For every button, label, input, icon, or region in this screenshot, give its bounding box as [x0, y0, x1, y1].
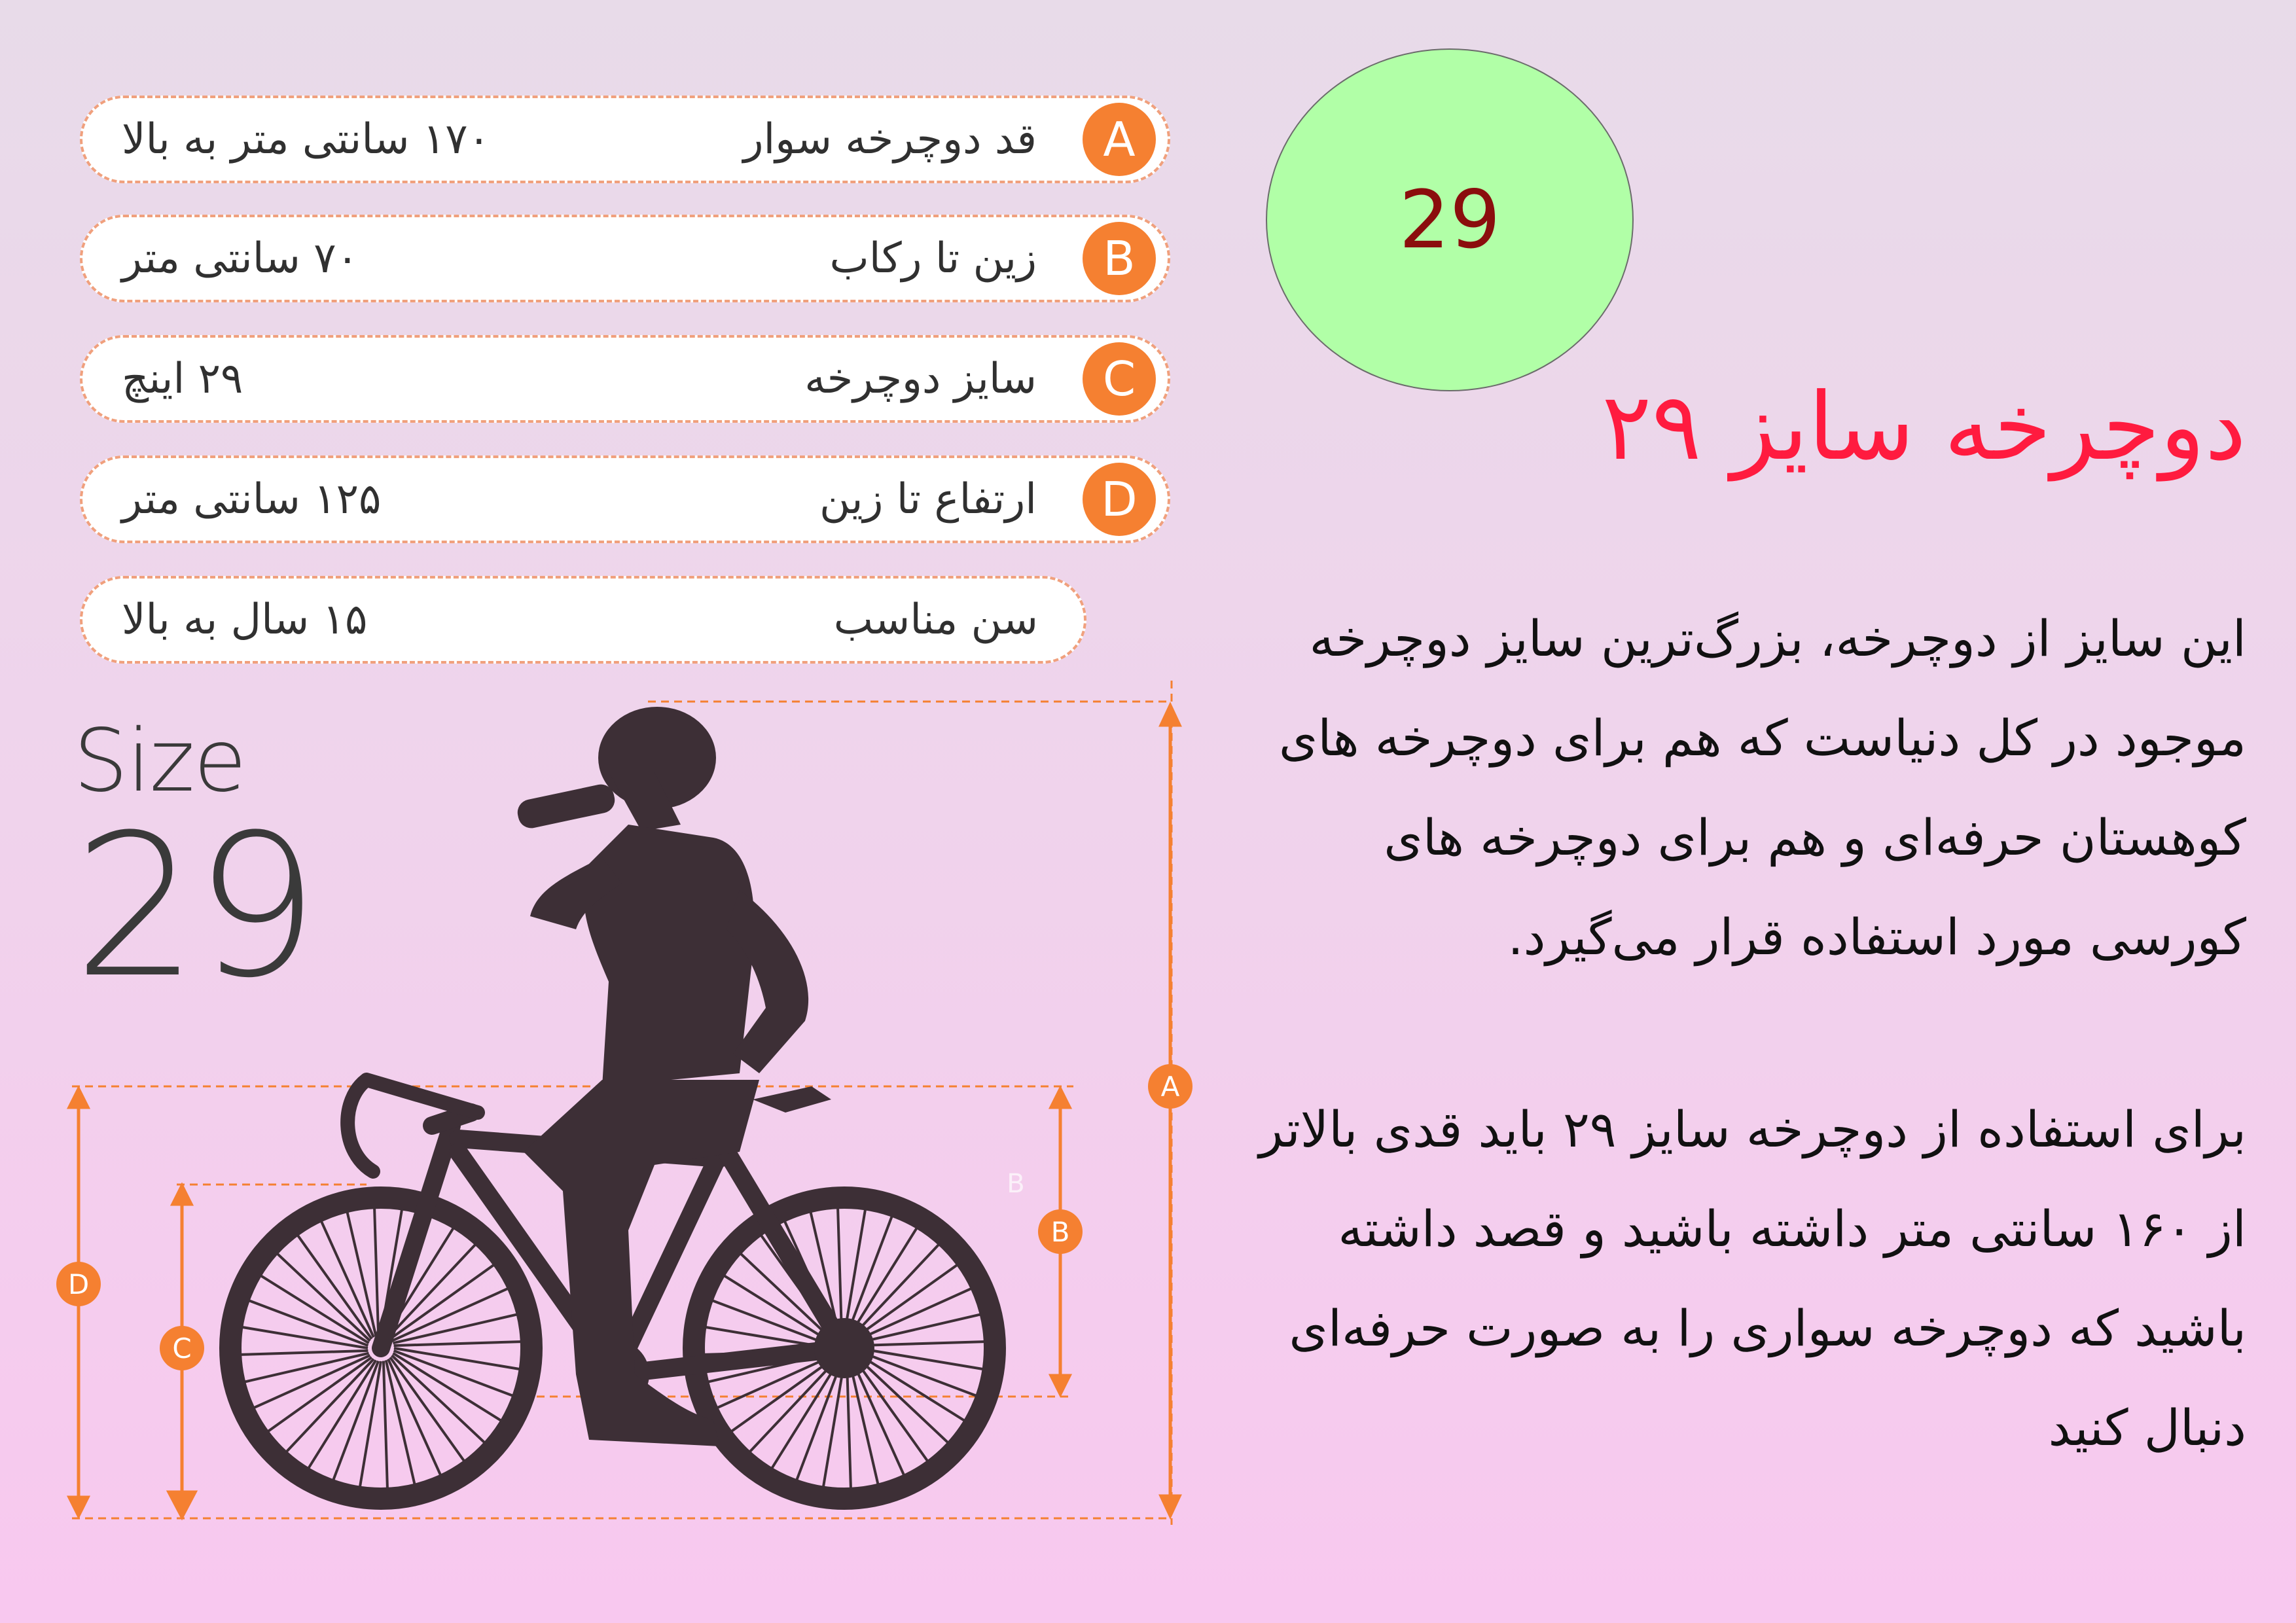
wheel-spoke — [838, 1208, 842, 1335]
page-title: دوچرخه سایز ۲۹ — [1602, 373, 2246, 481]
wheel-spoke — [245, 1353, 368, 1382]
spec-label: قد دوچرخه سوار — [743, 115, 1037, 164]
size-number: 29 — [73, 793, 315, 1021]
marker-d-label: D — [67, 1268, 90, 1300]
spec-value: ۱۷۰ سانتی متر به بالا — [122, 115, 490, 164]
wheel-spoke — [348, 1212, 376, 1336]
torso — [584, 825, 755, 1086]
wheel-spoke — [384, 1361, 387, 1488]
spec-label: سن مناسب — [833, 596, 1038, 644]
chain-stay — [615, 1348, 844, 1374]
description-paragraph-1: این سایز از دوچرخه، بزرگ‌ترین سایز دوچرخه موجود در کل دنیاست که هم برای دوچرخه های کوهستان حرفه‌ای و هم برای دوچرخه های کورسی مورد استفاده قرار می‌گیرد. — [1278, 609, 2246, 966]
spec-label: سایز دوچرخه — [804, 355, 1037, 403]
arrow-b-head-bottom — [1051, 1376, 1069, 1394]
spec-value: ۲۹ اینچ — [122, 355, 243, 403]
marker-a-label: A — [1160, 1071, 1180, 1103]
badge-b: B — [1083, 222, 1156, 295]
spec-label: ارتفاع تا زین — [819, 475, 1037, 524]
wheel-spoke — [856, 1315, 980, 1344]
wheel-spoke — [386, 1360, 415, 1484]
arrow-c-head-top — [173, 1186, 191, 1204]
wheel-spoke — [393, 1315, 516, 1344]
saddle — [753, 1086, 831, 1113]
size-word: Size — [73, 711, 245, 812]
arrow-c-head-bottom — [169, 1492, 195, 1517]
wheel-spoke — [857, 1342, 984, 1346]
marker-b-label: B — [1050, 1216, 1070, 1248]
arrow-a-head-top — [1161, 705, 1179, 725]
spec-value: ۱۵ سال به بالا — [122, 596, 368, 644]
arrow-a-head-bottom — [1161, 1496, 1179, 1516]
fork — [381, 1126, 452, 1348]
description-paragraph-2: برای استفاده از دوچرخه سایز ۲۹ باید قدی بالاتر از ۱۶۰ سانتی متر داشته باشید و قصد داشته باشید که دوچرخه سواری را به صورت حرفه‌ای دنبال کنید — [1259, 1100, 2246, 1457]
arrow-d-head-top — [69, 1089, 88, 1107]
wheel-spoke — [847, 1361, 851, 1488]
marker-c-label: C — [172, 1332, 192, 1364]
faint-b-label: B — [1007, 1169, 1025, 1199]
circle-number: 29 — [1399, 173, 1501, 266]
arrow-b-head-top — [1051, 1089, 1069, 1107]
badge-d: D — [1083, 463, 1156, 536]
wheel-spoke — [241, 1351, 368, 1355]
spec-label: زین تا رکاب — [829, 234, 1037, 283]
spec-value: ۷۰ سانتی متر — [122, 234, 359, 283]
wheel-spoke — [394, 1342, 521, 1346]
arrow-d-head-bottom — [69, 1497, 88, 1516]
rear-cassette — [814, 1318, 874, 1378]
rider-silhouette — [515, 707, 831, 1446]
spec-value: ۱۲۵ سانتی متر — [122, 475, 382, 524]
water-bottle — [515, 782, 617, 830]
wheel-spoke — [850, 1360, 878, 1484]
badge-a: A — [1083, 103, 1156, 176]
wheel-spoke — [374, 1208, 378, 1335]
badge-c: C — [1083, 342, 1156, 416]
